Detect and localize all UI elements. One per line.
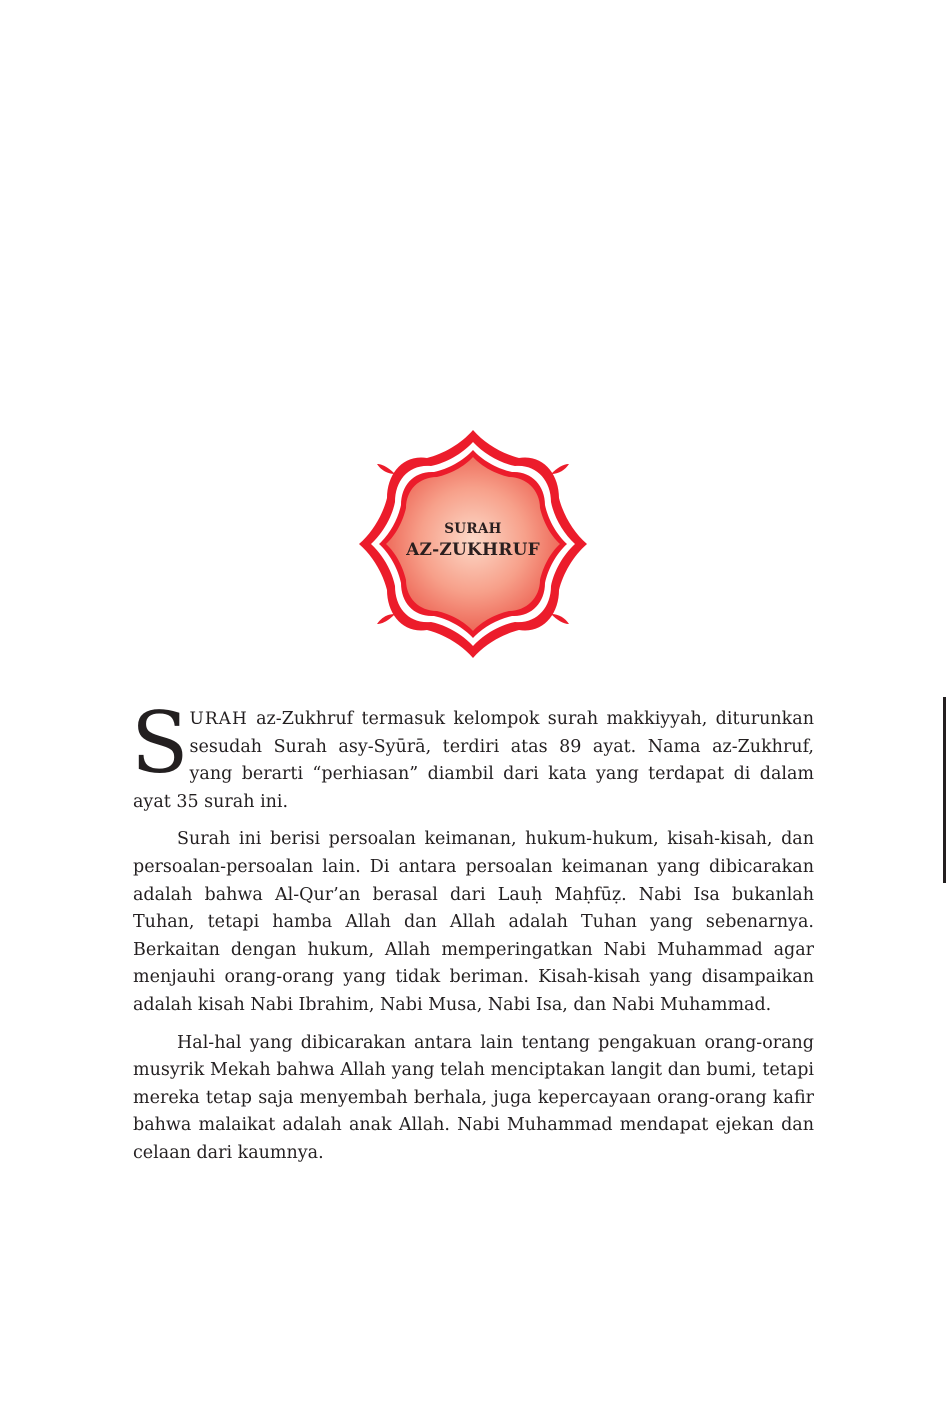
surah-emblem	[353, 424, 593, 664]
lead-word: URAH	[189, 709, 248, 729]
paragraph-intro-text: az-Zukhruf termasuk kelompok surah makkiyyah, diturunkan sesudah Surah asy-Syūrā, terdiri atas 89 ayat. Nama az-Zukhruf, yang berarti “perhiasan” diambil dari kata yang terdapat di dalam ayat 35 surah ini.	[133, 709, 814, 812]
body-text	[131, 694, 814, 1178]
paragraph-content: Surah ini berisi persoalan keimanan, hukum-hukum, kisah-kisah, dan persoalan-persoalan lain. Di antara persoalan keimanan yang dibicarakan adalah bahwa Al-Qur’an berasal dari Lauḥ Maḥfūẓ. Nabi Isa bukanlah Tuhan, tetapi hamba Allah dan Allah adalah Tuhan yang sebenarnya. Berkaitan dengan hukum, Allah memperingatkan Nabi Muhammad agar menjauhi orang-orang yang tidak beriman. Kisah-kisah yang disampaikan adalah kisah Nabi Ibrahim, Nabi Musa, Nabi Isa, dan Nabi Muhammad.	[133, 829, 814, 1015]
emblem-text	[353, 424, 593, 664]
paragraph-intro	[131, 694, 814, 816]
surah-title: AZ-ZUKHRUF	[406, 540, 540, 560]
drop-cap: S	[131, 694, 188, 792]
surah-label: SURAH	[444, 521, 502, 537]
paragraph-topics: Hal-hal yang dibicarakan antara lain tentang pengakuan orang-orang musyrik Mekah bahwa Allah yang telah menciptakan langit dan bumi, tetapi mereka tetap saja menyembah berhala, juga kepercayaan orang-orang kafir bahwa malaikat adalah anak Allah. Nabi Muhammad mendapat ejekan dan celaan dari kaumnya.	[133, 1032, 814, 1163]
